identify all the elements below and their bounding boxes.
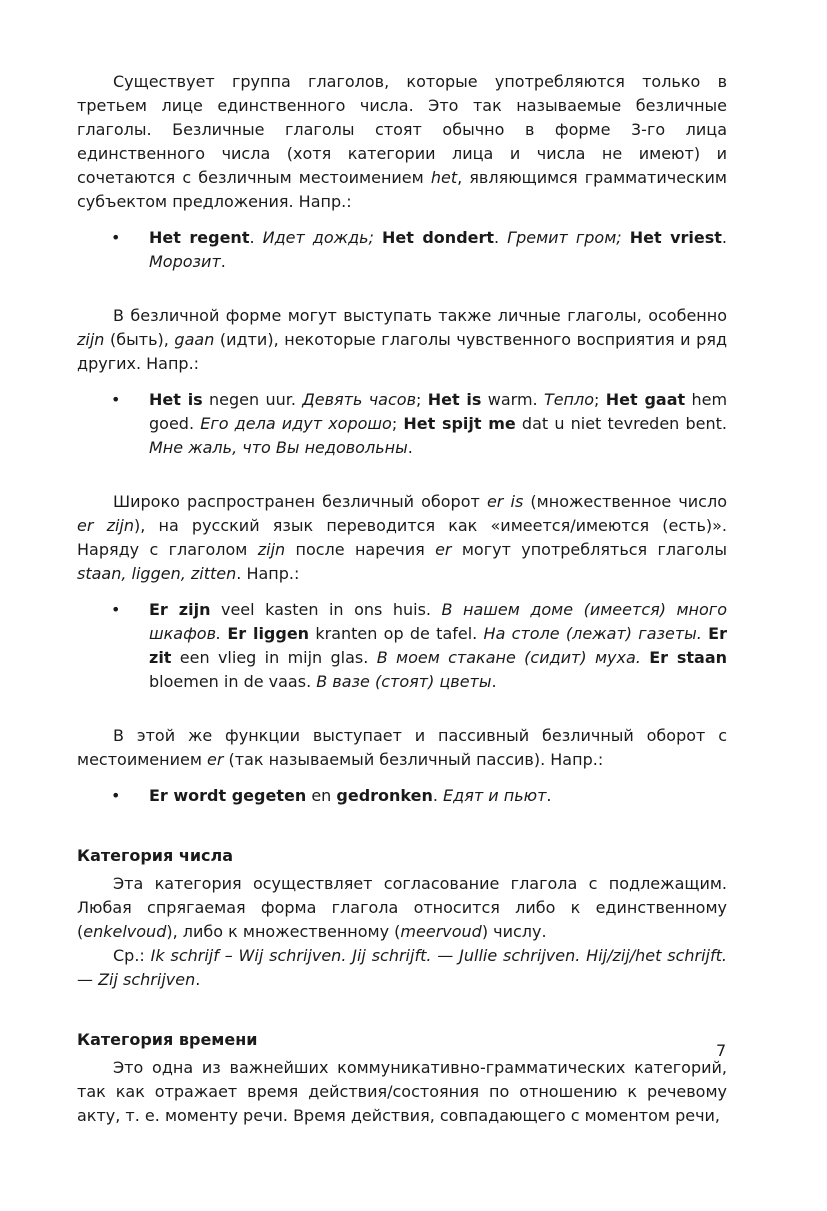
paragraph-tense: Это одна из важнейших коммуникативно-грамматических категорий, так как отражает время действия/состояния по отношению к речевому акту, т. е. моменту речи. Время действия, совпадающего с моментом речи,	[77, 1058, 727, 1125]
paragraph-er-is: Широко распространен безличный оборот er is (множественное число er zijn), на русский язык переводится как «имеется/имеются (есть)». Наряду с глаголом zijn после наречия er могут употребляться глаголы staan, liggen, zitten. Напр.:	[77, 492, 728, 583]
bullet-impersonal-verbs: • Het regent. Идет дождь; Het dondert. Гремит гром; Het vriest. Морозит.	[111, 228, 728, 271]
heading-number: Категория числа	[77, 846, 234, 865]
paragraph-passive: В этой же функции выступает и пассивный безличный оборот с местоимением er (так называемый безличный пассив). Напр.:	[77, 726, 727, 769]
bullet-icon: •	[111, 786, 121, 805]
paragraph-compare: Ср.: Ik schrijf – Wij schrijven. Jij schrijft. — Jullie schrijven. Hij/zij/het schrijft. — Zij schrijven.	[77, 946, 727, 989]
page-number: 7	[716, 1041, 727, 1060]
intro-paragraph: Существует группа глаголов, которые употребляются только в третьем лице единственного числа. Это так называемые безличные глаголы. Безличные глаголы стоят обычно в форме 3-го лица единственного числа (хотя категории лица и числа не имеют) и сочетаются с безличным местоимением het, являющимся грамматическим субъектом предложения. Напр.:	[77, 72, 727, 211]
paragraph-number: Эта категория осуществляет согласование глагола с подлежащим. Любая спрягаемая форма глагола относится либо к единственному (enkelvoud), либо к множественному (meervoud) числу.	[77, 874, 727, 941]
bullet-er-zijn: • Er zijn veel kasten in ons huis. В нашем доме (имеется) много шкафов. Er liggen kranten op de tafel. На столе (лежат) газеты. Er zit een vlieg in mijn glas. В моем стакане (сидит) муха. Er staan bloemen in de vaas. В вазе (стоят) цветы.	[111, 600, 728, 691]
bullet-icon: •	[111, 600, 121, 619]
page-content	[77, 70, 727, 1128]
bullet-icon: •	[111, 228, 121, 247]
paragraph-personal-verbs: В безличной форме могут выступать также личные глаголы, особенно zijn (быть), gaan (идти), некоторые глаголы чувственного восприятия и ряд других. Напр.:	[77, 306, 728, 373]
bullet-het-is: • Het is negen uur. Девять часов; Het is warm. Тепло; Het gaat hem goed. Его дела идут хорошо; Het spijt me dat u niet tevreden bent. Мне жаль, что Вы недовольны.	[111, 390, 728, 457]
bullet-er-wordt: • Er wordt gegeten en gedronken. Едят и пьют.	[77, 784, 727, 808]
bullet-icon: •	[111, 390, 121, 409]
heading-tense: Категория времени	[77, 1030, 258, 1049]
